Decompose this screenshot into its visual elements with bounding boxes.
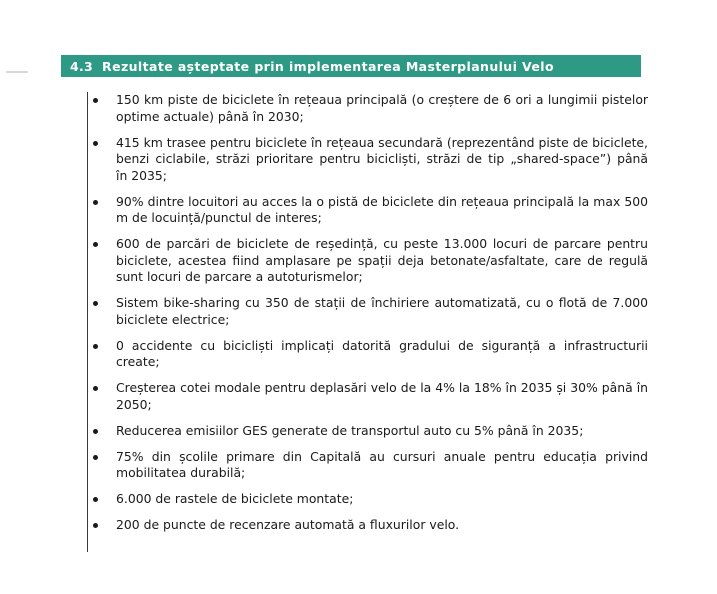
bullet-icon [93,200,98,205]
list-item-line: sunt locuri de parcare a autoturismelor; [116,269,363,284]
list-item-line: 75% din școlile primare din Capitală au cursuri anuale pentru educația privind [116,448,648,464]
results-list [88,92,648,543]
bullet-icon [93,344,98,349]
list-item-line: create; [116,354,160,369]
list-item-line: 415 km trasee pentru biciclete în rețeaua secundară (reprezentând piste de biciclete, [116,134,648,150]
bullet-icon [93,242,98,247]
list-item-line: biciclete electrice; [116,311,230,327]
list-item [88,295,648,328]
list-item-line: în 2035; [116,167,167,183]
list-item [88,423,648,440]
bullet-icon [93,141,98,146]
list-item-line: 200 de puncte de recenzare automată a fluxurilor velo. [116,517,460,532]
section-title: Rezultate așteptate prin implementarea Masterplanului Velo [102,58,554,74]
bullet-icon [93,497,98,502]
list-item-line: Sistem bike-sharing cu 350 de stații de închiriere automatizată, cu o flotă de 7.000 [116,295,648,310]
list-item-line: mobilitatea durabilă; [116,465,246,480]
bullet-icon [93,455,98,460]
list-item-line: 150 km piste de biciclete în rețeaua principală (o creștere de 6 ori a lungimii pistelor [116,92,648,107]
list-item-line: Creșterea cotei modale pentru deplasări velo de la 4% la 18% în 2035 și 30% până în [116,380,648,395]
list-item [88,135,648,185]
list-item [88,517,648,534]
list-item-line: optime actuale) până în 2030; [116,108,304,124]
list-item-line: 2050; [116,396,152,412]
list-item [88,338,648,371]
list-item-line: 90% dintre locuitori au acces la o pistă de biciclete din rețeaua principală la max 500 [116,193,648,209]
scan-speck [6,71,28,73]
list-item-line: 6.000 de rastele de biciclete montate; [116,491,354,506]
list-item-line: Reducerea emisiilor GES generate de transportul auto cu 5% până în 2035; [116,422,584,438]
list-item [88,449,648,482]
list-item [88,380,648,413]
section-heading [61,55,641,77]
list-item-line: m de locuință/punctul de interes; [116,210,322,225]
bullet-icon [93,301,98,306]
list-item [88,92,648,125]
list-item [88,491,648,508]
bullet-icon [93,523,98,528]
list-item-line: 600 de parcări de biciclete de reședință, cu peste 13.000 locuri de parcare pentru [116,236,648,251]
list-item [88,194,648,227]
list-item-line: benzi ciclabile, străzi prioritare pentru bicicliști, străzi de tip „shared-space”) până [116,151,648,166]
section-number: 4.3 [70,58,94,74]
list-item-line: biciclete, acestea fiind amplasare pe spații deja betonate/asfaltate, care de regulă [116,252,648,268]
bullet-icon [93,429,98,434]
list-item [88,236,648,286]
bullet-icon [93,98,98,103]
bullet-icon [93,386,98,391]
list-item-line: 0 accidente cu bicicliști implicați datorită gradului de siguranță a infrastructurii [116,337,648,353]
